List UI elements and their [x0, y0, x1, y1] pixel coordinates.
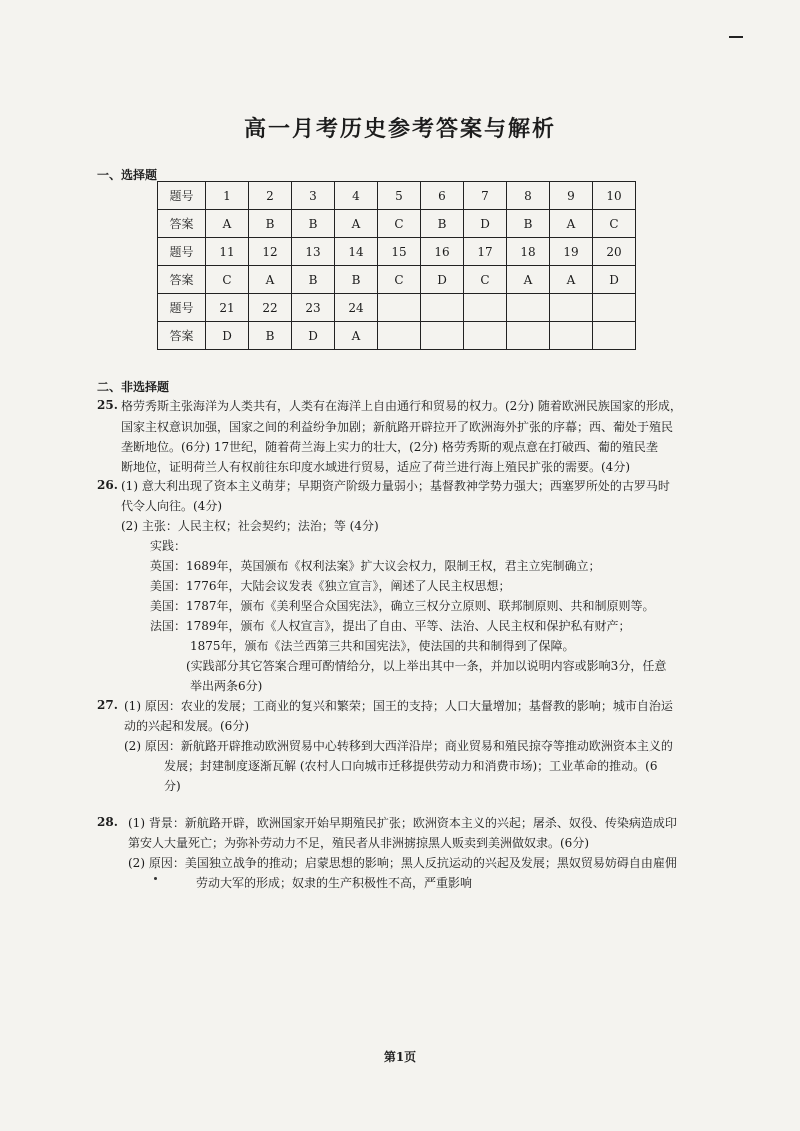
q26-line: 代令人向往。(4分) — [121, 499, 222, 513]
q25-line: 断地位，证明荷兰人有权前往东印度水域进行贸易，适应了荷兰进行海上殖民扩张的需要。(4分) — [121, 460, 631, 474]
answer-cell: D — [421, 266, 464, 294]
q26-line: (实践部分其它答案合理可酌情给分，以上举出其中一条，并加以说明内容或影响3分，任意 — [186, 659, 667, 673]
section-nonchoice-heading: 二、非选择题 — [97, 380, 170, 394]
answer-cell: C — [378, 266, 421, 294]
question-number: 25. — [97, 398, 118, 412]
question-number-row — [158, 294, 636, 322]
answer-cell — [378, 322, 421, 350]
question-number: 26. — [97, 478, 118, 492]
q28-line: 劳动大军的形成；奴隶的生产积极性不高，严重影响 — [196, 876, 473, 890]
question-number-cell: 4 — [335, 182, 378, 210]
question-number-cell: 24 — [335, 294, 378, 322]
question-number-cell: 20 — [593, 238, 636, 266]
question-number-cell: 8 — [507, 182, 550, 210]
question-number-cell: 11 — [206, 238, 249, 266]
question-number-cell — [421, 294, 464, 322]
q27-line: 动的兴起和发展。(6分) — [124, 719, 249, 733]
answer-cell — [507, 322, 550, 350]
row-label-question: 题号 — [158, 238, 206, 266]
answer-cell: A — [507, 266, 550, 294]
q27-line: (1) 原因：农业的发展；工商业的复兴和繁荣；国王的支持；人口大量增加；基督教的影响；城市自治运 — [124, 699, 673, 713]
q26-line: 法国：1789年，颁布《人权宣言》，提出了自由、平等、法治、人民主权和保护私有财产； — [150, 619, 631, 633]
question-number-cell: 6 — [421, 182, 464, 210]
q28-line: 第安人大量死亡；为弥补劳动力不足，殖民者从非洲掳掠黑人贩卖到美洲做奴隶。(6分) — [128, 836, 590, 850]
question-number-cell: 5 — [378, 182, 421, 210]
question-number-cell: 10 — [593, 182, 636, 210]
question-number-cell: 23 — [292, 294, 335, 322]
question-number-cell: 15 — [378, 238, 421, 266]
answer-cell: B — [421, 210, 464, 238]
q27-line: 分) — [164, 779, 181, 793]
row-label-question: 题号 — [158, 182, 206, 210]
answer-cell: C — [593, 210, 636, 238]
question-number-cell: 12 — [249, 238, 292, 266]
q26-line: 实践： — [150, 539, 187, 553]
answer-cell: B — [507, 210, 550, 238]
answer-cell: A — [550, 210, 593, 238]
answer-row — [158, 266, 636, 294]
question-number-cell — [378, 294, 421, 322]
question-number-cell: 13 — [292, 238, 335, 266]
page-title: 高一月考历史参考答案与解析 — [243, 116, 556, 142]
answer-cell: C — [464, 266, 507, 294]
row-label-question: 题号 — [158, 294, 206, 322]
row-label-answer: 答案 — [158, 322, 206, 350]
question-number-cell: 18 — [507, 238, 550, 266]
answer-cell: A — [249, 266, 292, 294]
answer-cell: B — [249, 322, 292, 350]
q25-line: 国家主权意识加强，国家之间的利益纷争加剧；新航路开辟拉开了欧洲海外扩张的序幕；西、葡处于殖民 — [121, 420, 674, 434]
q25-line: 垄断地位。(6分) 17世纪，随着荷兰海上实力的壮大，(2分) 格劳秀斯的观点意在打破西、葡的殖民垄 — [121, 440, 658, 454]
answer-cell: B — [292, 210, 335, 238]
question-number-cell: 17 — [464, 238, 507, 266]
answer-cell: D — [206, 322, 249, 350]
answer-cell — [593, 322, 636, 350]
page-number: 第1页 — [383, 1050, 417, 1064]
answer-cell: A — [335, 210, 378, 238]
question-number-cell — [550, 294, 593, 322]
q27-line: (2) 原因：新航路开辟推动欧洲贸易中心转移到大西洋沿岸；商业贸易和殖民掠夺等推动欧洲资本主义的 — [124, 739, 673, 753]
question-number-cell: 14 — [335, 238, 378, 266]
question-number-cell: 19 — [550, 238, 593, 266]
section-choice-heading: 一、选择题 — [97, 168, 158, 182]
question-number-cell: 21 — [206, 294, 249, 322]
answer-row — [158, 322, 636, 350]
q26-line: 1875年，颁布《法兰西第三共和国宪法》，使法国的共和制得到了保障。 — [190, 639, 575, 653]
question-number: 27. — [97, 698, 118, 712]
ink-dot — [154, 877, 157, 880]
q28-line: (2) 原因：美国独立战争的推动；启蒙思想的影响；黑人反抗运动的兴起及发展；黑奴贸易妨碍自由雇佣 — [128, 856, 677, 870]
q26-line: 美国：1787年，颁布《美利坚合众国宪法》，确立三权分立原则、联邦制原则、共和制原则等。 — [150, 599, 655, 613]
question-number: 28. — [97, 815, 118, 829]
corner-mark — [729, 36, 743, 38]
question-number-cell: 2 — [249, 182, 292, 210]
question-number-cell: 22 — [249, 294, 292, 322]
question-number-cell — [464, 294, 507, 322]
question-number-cell: 7 — [464, 182, 507, 210]
q26-line: 英国：1689年，英国颁布《权利法案》扩大议会权力，限制王权，君主立宪制确立； — [150, 559, 601, 573]
answer-cell: D — [292, 322, 335, 350]
q26-line: 美国：1776年，大陆会议发表《独立宣言》，阐述了人民主权思想； — [150, 579, 511, 593]
answer-cell — [550, 322, 593, 350]
answer-cell: D — [464, 210, 507, 238]
answer-cell: C — [378, 210, 421, 238]
answer-cell: B — [249, 210, 292, 238]
answer-cell — [421, 322, 464, 350]
q26-line: 举出两条6分) — [190, 679, 263, 693]
answer-cell: A — [206, 210, 249, 238]
answer-cell: D — [593, 266, 636, 294]
q27-line: 发展；封建制度逐渐瓦解 (农村人口向城市迁移提供劳动力和消费市场)；工业革命的推动。(6 — [164, 759, 658, 773]
question-number-cell — [507, 294, 550, 322]
answer-cell — [464, 322, 507, 350]
q26-line: (2) 主张：人民主权；社会契约；法治；等 (4分) — [121, 519, 379, 533]
answer-cell: A — [550, 266, 593, 294]
question-number-cell — [593, 294, 636, 322]
row-label-answer: 答案 — [158, 266, 206, 294]
answer-cell: A — [335, 322, 378, 350]
answer-row — [158, 210, 636, 238]
q26-line: (1) 意大利出现了资本主义萌芽；早期资产阶级力量弱小；基督教神学势力强大；西塞罗所处的古罗马时 — [121, 479, 670, 493]
question-number-cell: 9 — [550, 182, 593, 210]
question-number-cell: 3 — [292, 182, 335, 210]
question-number-cell: 16 — [421, 238, 464, 266]
question-number-row — [158, 238, 636, 266]
answer-cell: B — [292, 266, 335, 294]
answer-cell: C — [206, 266, 249, 294]
question-number-row — [158, 182, 636, 210]
q25-line: 格劳秀斯主张海洋为人类共有，人类有在海洋上自由通行和贸易的权力。(2分) 随着欧洲民族国家的形成， — [121, 399, 682, 413]
question-number-cell: 1 — [206, 182, 249, 210]
row-label-answer: 答案 — [158, 210, 206, 238]
answer-cell: B — [335, 266, 378, 294]
q28-line: (1) 背景：新航路开辟，欧洲国家开始早期殖民扩张；欧洲资本主义的兴起；屠杀、奴役、传染病造成印 — [128, 816, 677, 830]
answer-table — [157, 181, 636, 350]
